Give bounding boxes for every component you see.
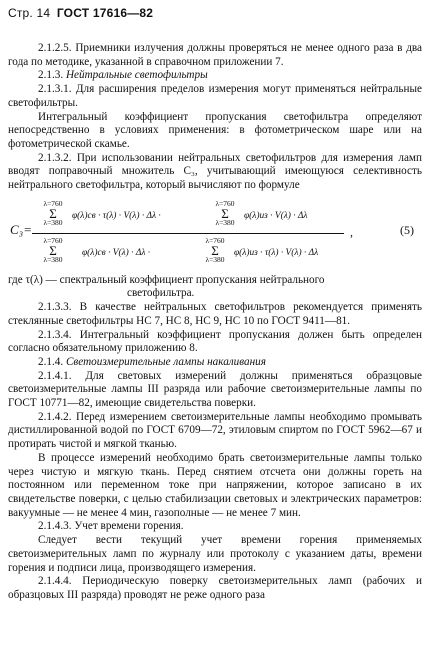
formula-lhs: C₃= [10,221,32,237]
paragraph-2-1-3-3: 2.1.3.3. В качестве нейтральных светофильтров рекомендуется применять стеклянные светофильтры НС 7, НС 8, НС 9, НС 10 по ГОСТ 9411—81. [8,301,422,327]
formula-explanation: где τ(λ) — спектральный коэффициент пропускания нейтрального [8,273,325,286]
page-header [8,6,153,20]
paragraph-2-1-3-4: 2.1.3.4. Интегральный коэффициент пропускания должен быть определен согласно обязательному приложению 8. [8,328,422,355]
denominator-term-left: φ(λ)св · V(λ) · Δλ · [82,247,151,258]
section-title: Светоизмерительные лампы накаливания [65,355,266,368]
paragraph-2-1-4-3: 2.1.4.3. Учет времени горения. [38,520,184,533]
formula-number: (5) [400,222,414,237]
paragraph-2-1-3-2: 2.1.3.2. При использовании нейтральных светофильтров для измерения ламп вводят поправочный множитель C₃, учитывающий имеющуюся селективность нейтрального светофильтра, который вычисляют по формуле [8,151,422,192]
sum-symbol: λ=760 Σ λ=380 [43,198,63,227]
paragraph-2-1-4-1: 2.1.4.1. Для световых измерений должны применяться образцовые светоизмерительные лампы III разряда или рабочие светоизмерительные лампы по ГОСТ 10771—82, имеющие свидетельства поверки. [8,369,422,410]
section-title: Нейтральные светофильтры [65,69,208,82]
document-body [8,42,422,603]
paragraph-2-1-4-2: 2.1.4.2. Перед измерением светоизмерительные лампы необходимо промывать дистиллированной водой по ГОСТ 6709—72, этиловым спиртом по ГОСТ 5962—67 и протирать чистой и мягкой тканью. [8,410,422,451]
formula-comma: , [350,224,353,239]
formula-explanation-cont: светофильтра. [127,287,195,300]
paragraph-integral: Интегральный коэффициент пропускания светофильтра определяют непосредственно в условиях применения: в фотометрическом шаре или на фотометрической скамье. [8,110,422,150]
section-number: 2.1.3. [38,69,64,82]
paragraph-2-1-2-5: 2.1.2.5. Приемники излучения должны проверяться не менее одного раза в два года по методике, указанной в справочном приложении 7. [8,42,422,68]
sum-symbol: λ=760 Σ λ=380 [205,235,225,264]
paragraph-process: В процессе измерений необходимо брать светоизмерительные лампы только через чистую и мягкую ткань. Перед снятием отсчета они должны гореть на постоянном или переменном токе при напряжении, которое записано в их свидетельстве поверки, с целью стабилизации световых и электрических параметров: вакуумные — не менее 4 мин, газополные — не менее 7 мин. [8,451,422,519]
page-number: Стр. 14 [8,6,51,20]
paragraph-2-1-4-4: 2.1.4.4. Периодическую поверку светоизмерительных ламп (рабочих и образцовых III разряда) проводят не реже одного раза [8,575,422,601]
paragraph-account: Следует вести текущий учет времени горения применяемых светоизмерительных ламп по журналу или протоколу с указанием даты, времени горения и подписи лица, производящего измерения. [8,534,422,574]
sum-symbol: λ=760 Σ λ=380 [43,235,63,264]
numerator-term-left: φ(λ)св · τ(λ) · V(λ) · Δλ · [72,210,161,221]
paragraph-2-1-3-1: 2.1.3.1. Для расширения пределов измерения могут применяться нейтральные светофильтры. [8,83,422,109]
section-number: 2.1.4. [38,355,64,368]
section-heading-2-1-4 [8,356,422,370]
numerator-term-right: φ(λ)из · V(λ) · Δλ [244,210,308,221]
sum-symbol: λ=760 Σ λ=380 [215,198,235,227]
section-heading-2-1-3 [8,69,422,83]
fraction-line [32,233,344,234]
denominator-term-right: φ(λ)из · τ(λ) · V(λ) · Δλ [234,247,319,258]
standard-number: ГОСТ 17616—82 [56,6,154,20]
formula-5 [8,196,422,272]
